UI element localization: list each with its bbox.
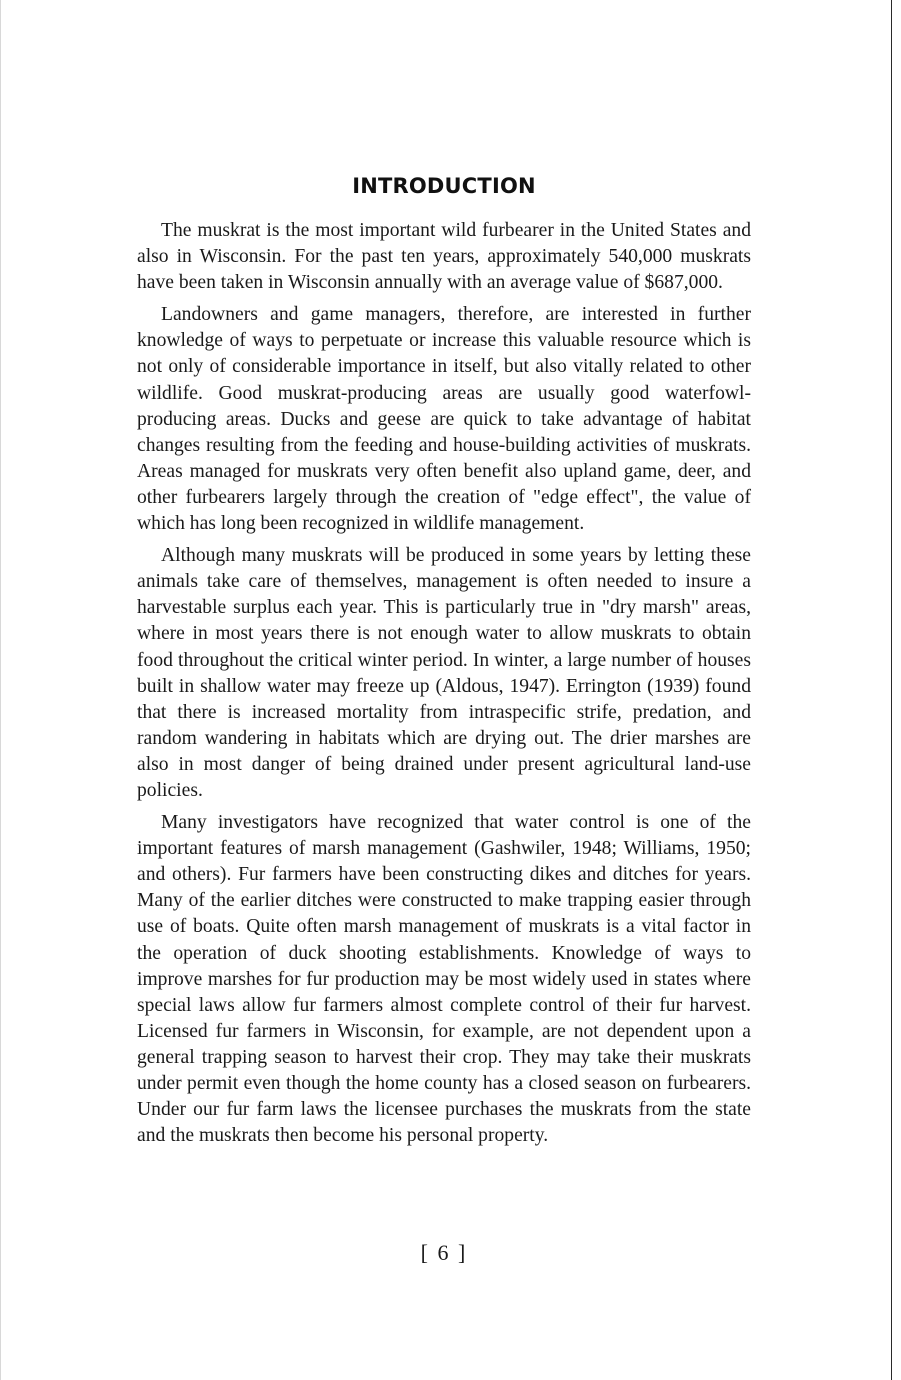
body-text [137,218,751,1155]
page-right-edge [891,0,892,1380]
paragraph-2: Landowners and game managers, therefore, are interested in further knowledge of ways to perpetuate or increase this valuable resource which is not only of considerable importance in itself, but also vitally related to other wildlife. Good muskrat-producing areas are usually good waterfowl-producing areas. Ducks and geese are quick to take advantage of habitat changes resulting from the feeding and house-building activities of muskrats. Areas managed for muskrats very often benefit also upland game, deer, and other furbearers largely through the creation of "edge effect", the value of which has long been recognized in wildlife management. [137,304,751,535]
paragraph-1: The muskrat is the most important wild furbearer in the United States and also in Wisconsin. For the past ten years, approximately 540,000 muskrats have been taken in Wisconsin annually with an average value of $687,000. [137,220,751,294]
section-heading: INTRODUCTION [352,174,536,198]
paragraph-4: Many investigators have recognized that water control is one of the important features of marsh management (Gashwiler, 1948; Williams, 1950; and others). Fur farmers have been constructing dikes and ditches for years. Many of the earlier ditches were constructed to make trapping easier through use of boats. Quite often marsh management of muskrats is a vital factor in the operation of duck shooting establishments. Knowledge of ways to improve marshes for fur production may be most widely used in states where special laws allow fur farmers almost complete control of their fur harvest. Licensed fur farmers in Wisconsin, for example, are not dependent upon a general trapping season to harvest their crop. They may take their muskrats under permit even though the home county has a closed season on furbearers. Under our fur farm laws the licensee purchases the muskrats from the state and the muskrats then become his personal property. [137,812,751,1147]
page-left-edge [0,0,1,1380]
page-number: [ 6 ] [420,1240,468,1265]
paragraph-3: Although many muskrats will be produced in some years by letting these animals take care of themselves, management is often needed to insure a harvestable surplus each year. This is particularly true in "dry marsh" areas, where in most years there is not enough water to allow muskrats to obtain food throughout the critical winter period. In winter, a large number of houses built in shallow water may freeze up (Aldous, 1947). Errington (1939) found that there is increased mortality from intraspecific strife, predation, and random wandering in habitats which are drying out. The drier marshes are also in most danger of being drained under present agricultural land-use policies. [137,545,751,801]
